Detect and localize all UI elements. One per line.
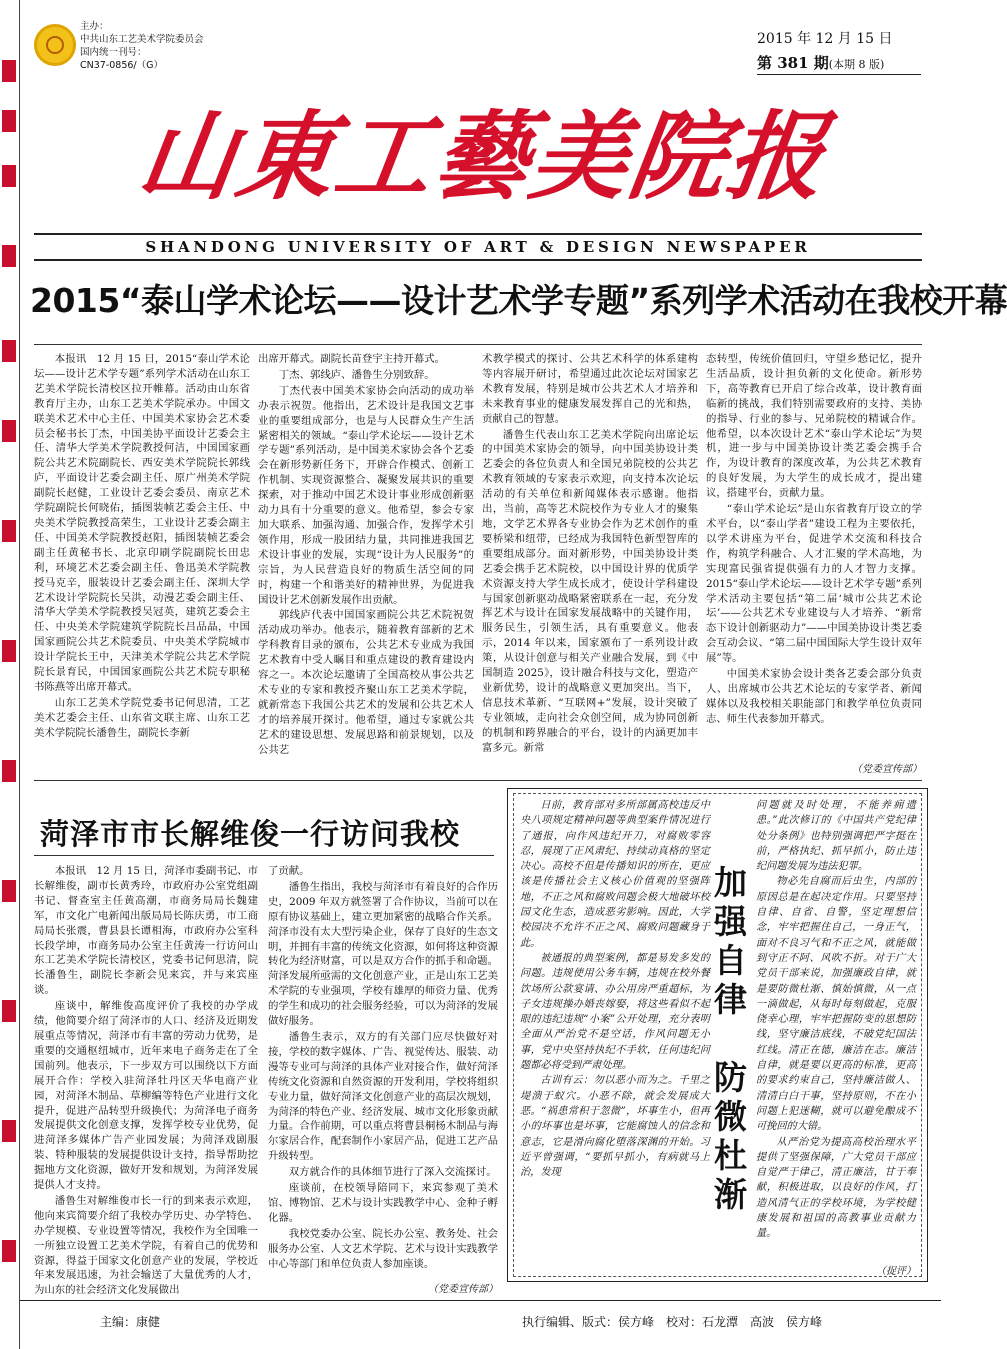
margin-mark <box>2 1000 16 1022</box>
editorial-left-column: 日前，教育部对多所部属高校违反中央八项规定精神问题等典型案件情况进行了通报，向作风违纪开刀，对腐败零容忍，展现了正风肃纪、持续动真格的坚定决心。高校不但是传播知识的所在，更应该是传播社会主义核心价值观的坚强阵地，不正之风和腐败问题会极大地破坏校园文化生态，造成恶劣影响。因此，大学校园决不允许不正之风、腐败问题藏身于此。 被通报的典型案例，都是易发多发的问题。违规使用公务车辆，违规在校外餐饮场所公款宴请、办公用房严重超标，为子女违规操办婚丧嫁娶，将这些看似不起眼的违纪违规“小案”公开处理，充分表明全面从严治党不是空话，作风问题无小事，党中央坚持执纪不手软，任何违纪问题都必将受到严肃处理。 古训有云：勿以恶小而为之。千里之堤溃于蚁穴。小恶不除，就会发展成大恶。“祸患常积于忽微”，坏事生小，但再小的坏事也是坏事，它能腐蚀人的信念和意志，它是滑向腐化堕落深渊的开始。习近平曾强调，“要抓早抓小，有病就马上治，发现 <box>520 800 710 1179</box>
margin-mark <box>2 760 16 782</box>
headline-rule <box>34 344 922 345</box>
editorial-right-column: 问题就及时处理，不能养痈遗患。”此次修订的《中国共产党纪律处分条例》也特别强调把严字挺在前，严格执纪、抓早抓小，防止违纪问题发展为违法犯罪。 物必先自腐而后虫生，内部的原因总是在起决定作用。只要坚持自律、自省、自警，坚定理想信念，牢牢把握住自己，一身正气，面对不良习气和不正之风，就能做到守正不阿、风吹不折。对于广大党员干部来说，加强廉政自律，就是要防微杜渐、慎始慎微，从一点一滴做起，从每时每刻做起，克服侥幸心理，牢牢把握防变的思想防线，坚守廉洁底线，不破党纪国法红线。清正在德，廉洁在志。廉洁自律，就是要以更高的标准，更高的要求约束自己，坚持廉洁做人、清清白白干事，坚持原则，不在小问题上犯迷糊，就可以避免酿成不可挽回的大错。 从严治党为提高高校治理水平提供了坚强保障，广大党员干部应自觉严于律己，清正廉洁，甘于奉献，积极进取，以良好的作风，打造风清气正的学校环境，为学校健康发展和祖国的高教事业贡献力量。 <box>756 800 916 1240</box>
margin-divider <box>19 0 20 1349</box>
editorial-title: 加强自律 防微杜渐 <box>709 864 748 1216</box>
article1-byline: （党委宣传部） <box>852 764 922 775</box>
margin-mark <box>2 245 16 267</box>
margin-mark <box>2 520 16 542</box>
issue-rule <box>757 74 921 75</box>
chief-editor: 主编：康健 <box>100 1315 161 1329</box>
english-name-bar <box>34 233 922 261</box>
article2-column-1: 本报讯 12 月 15 日，菏泽市委副书记、市长解维俊，副市长黄秀玲，市政府办公室党组副书记、督查室主任黄高潮，市商务局局长魏建军，市文化广电新闻出版局局长陈庆勇，市工商局局长张震，曹县县长谭相海，市政府办公室科长段学坤，市商务局办公室主任黄涛一行访问山东工艺美术学院长清校区，党委书记何思清，院长潘鲁生，副院长李新会见来宾，并与来宾座谈。 座谈中，解维俊高度评价了我校的办学成绩，他简要介绍了菏泽市的人口、经济及近期发展重点等情况，菏泽市有丰富的劳动力优势，是重要的交通枢纽城市，近年来电子商务走在了全国前列。他表示，下一步双方可以围绕以下方面展开合作：学校入驻菏泽牡丹区天华电商产业园，对菏泽木制品、草柳编等特色产业进行文化提升，促进产品转型升级换代；为菏泽电子商务发展提供文化创意支撑，发挥学校专业优势，促进菏泽多媒体广告产业园发展；为菏泽戏剧服装、特种服装的发展提供设计支持，指导帮助挖掘地方文化资源，做好开发和规划，为菏泽发展提供人才支持。 潘鲁生对解维俊市长一行的到来表示欢迎，他向来宾简要介绍了我校办学历史、办学特色、办学规模、专业设置等情况，我校作为全国唯一一所独立设置工艺美术学院，有着自己的优势和资源，得益于国家文化创意产业的发展，学校近年来发展迅速，为社会输送了大量优秀的人才，为山东的社会经济文化发展做出 <box>34 865 258 1297</box>
margin-mark <box>2 110 16 132</box>
school-emblem-icon <box>34 24 76 66</box>
editorial-box-inner <box>513 793 922 1277</box>
article2-byline: （党委宣传部） <box>428 1284 498 1295</box>
left-margin-strip <box>0 0 20 1349</box>
margin-mark <box>2 880 16 902</box>
margin-mark <box>2 640 16 662</box>
section-divider <box>34 780 922 781</box>
margin-mark <box>2 165 16 187</box>
second-headline-rule <box>34 855 494 856</box>
second-headline: 菏泽市市长解维俊一行访问我校 <box>40 817 461 851</box>
margin-mark <box>2 1120 16 1142</box>
issue-number: 第 381 期(本期 8 版) <box>757 54 885 72</box>
issue-date: 2015 年 12 月 15 日 <box>757 31 893 47</box>
publisher-info: 主办： 中共山东工艺美术学院委员会 国内统一刊号： CN37-0856/（G） <box>80 21 204 71</box>
lead-headline: 2015“泰山学术论坛——设计艺术学专题”系列学术活动在我校开幕 <box>30 281 1007 320</box>
masthead-calligraphy-title <box>132 92 834 213</box>
masthead-title-text: 山東工藝美院报 <box>132 99 834 213</box>
margin-mark <box>2 420 16 442</box>
editorial-credits: 执行编辑、版式：侯方峰 校对：石龙潭 高波 侯方峰 <box>522 1315 823 1329</box>
margin-mark <box>2 60 16 82</box>
editorial-box <box>507 788 928 1282</box>
article1-column-4: 态转型，传统价值回归，守望乡愁记忆，提升生活品质，设计担负新的文化使命。新形势下，高等教育已开启了综合改革，设计教育面临新的挑战，我们特别需要政府的支持、美协的指导、行业的参与、兄弟院校的精诚合作。他希望，以本次设计艺术“泰山学术论坛”为契机，进一步与中国美协设计类艺委会携手合作，为设计教育的深度改革，为公共艺术教育的良好发展，为大学生的成长成才，提出建议，搭建平台，贡献力量。 “泰山学术论坛”是山东省教育厅设立的学术平台，以“泰山学者”建设工程为主要依托，以学术讲座为平台，促进学术交流和科技合作，构筑学科融合、人才汇聚的学术高地，为实现富民强省提供强有力的人才智力支撑。2015“泰山学术论坛——设计艺术学专题”系列学术活动主要包括“第二届‘城市公共艺术论坛’——公共艺术专业建设与人才培养、“新常态下设计创新驱动力”——中国美协设计类艺委会互动会议、“第二届中国国际大学生设计双年展”等。 中国美术家协会设计类各艺委会部分负责人、出席城市公共艺术论坛的专家学者、新闻媒体以及我校相关职能部门和教学单位负责同志、师生代表参加开幕式。 <box>706 353 922 725</box>
article1-column-2: 出席开幕式。副院长苗登宇主持开幕式。 丁杰、郭线庐、潘鲁生分别致辞。 丁杰代表中国美术家协会向活动的成功举办表示祝贺。他指出，艺术设计是我国文艺事业的重要组成部分，也是与人民群众生产生活紧密相关的领域。“泰山学术论坛——设计艺术学专题”系列活动，是中国美术家协会各个艺委会在新形势新任务下，开辟合作模式、创新工作机制、实现资源整合、凝聚发展共识的重要探索，对于推动中国艺术设计事业形成创新驱动力具有十分重要的意义。他希望，参会专家加大联系、加强沟通、加强合作，发挥学术引领作用，形成一股团结力量，共同推进我国艺术设计事业的发展，实现“设计为人民服务”的宗旨，为人民营造良好的物质生活空间的同时，构建一个和谐美好的精神世界，为促进我国设计艺术创新发展作出贡献。 郭线庐代表中国国家画院公共艺术院祝贺活动成功举办。他表示，随着教育部新的艺术学科教育目录的颁布，公共艺术专业成为我国艺术教育中受人瞩目和重点建设的教育建设内容之一。本次论坛邀请了全国高校从事公共艺术专业的专家和教授齐聚山东工艺美术学院，就新常态下我国公共艺术的发展和公共艺术人才的培养展开探讨。他希望，通过专家就公共艺术的建设思想、发展思路和前景规划，以及公共艺 <box>258 353 474 756</box>
margin-mark <box>2 340 16 362</box>
footer-rule <box>20 1300 941 1301</box>
editorial-byline: （捉评） <box>876 1266 916 1277</box>
english-name: SHANDONG UNIVERSITY OF ART & DESIGN NEWSPAPER <box>145 238 811 256</box>
article2-column-2: 了贡献。 潘鲁生指出，我校与菏泽市有着良好的合作历史，2009 年双方就签署了合作协议，当前可以在原有协议基础上，建立更加紧密的战略合作关系。菏泽市没有太大型污染企业，保存了良好的生态文明，并拥有丰富的传统文化资源，如何将这种资源转化为经济财富，可以是双方合作的抓手和命题。菏泽发展所亟需的文化创意产业，正是山东工艺美术学院的专业强项，学校有雄厚的师资力量、优秀的学生和成功的社会服务经验，可以为菏泽的发展做好服务。 潘鲁生表示，双方的有关部门应尽快做好对接，学校的数字媒体、广告、视觉传达、服装、动漫等专业可与菏泽的具体产业对接合作，做好菏泽传统文化资源和自然资源的开发利用，学校将组织专业力量，做好菏泽文化创意产业的高层次规划，为菏泽的特色产业、经济发展、城市文化形象贡献力量。合作前期，可以重点将曹县桐杨木制品与海尔家居合作，配套制作小家居产品，促进工艺产品升级转型。 双方就合作的具体细节进行了深入交流探讨。 座谈前，在校领导陪同下，来宾参观了美术馆、博物馆、艺术与设计实践教学中心、金种子孵化器。 我校党委办公室、院长办公室、教务处、社会服务办公室、人文艺术学院、艺术与设计实践教学中心等部门和单位负责人参加座谈。 <box>268 865 498 1270</box>
article1-column-1: 本报讯 12 月 15 日，2015“泰山学术论坛——设计艺术学专题”系列学术活动在山东工艺美术学院长清校区拉开帷幕。活动由山东省教育厅主办，山东工艺美术学院承办。中国文联美术艺术中心主任、中国美术家协会艺术委员会秘书长丁杰，中国美协平面设计艺委会主任、清华大学美术学院教授何洁，中国国家画院公共艺术院副院长、西安美术学院院长郭线庐，平面设计艺委会副主任、原广州美术学院副院长赵健，工业设计艺委会委员、南京艺术学院副院长何晓佑，插图装帧艺委会主任、中央美术学院教授高荣生，工业设计艺委会副主任、中国美术学院教授赵阳，插图装帧艺委会副主任黄秘书长、北京印刷学院副院长田忠利，环境艺术艺委会副主任、鲁迅美术学院教授马克辛，服装设计艺委会副主任、深圳大学艺术设计学院院长吴洪，动漫艺委会副主任、清华大学美术学院教授吴冠英，建筑艺委会主任、中央美术学院建筑学院院长吕品晶，中国国家画院公共艺术院委员、中央美术学院城市设计学院长王中，天津美术学院公共艺术学院院长景育民，中国国家画院公共艺术院专职秘书陈燕等出席开幕式。 山东工艺美术学院党委书记何思清，工艺美术艺委会主任、山东省文联主席、山东工艺美术学院院长潘鲁生，副院长李新 <box>34 353 250 739</box>
article1-column-3: 术教学模式的探讨、公共艺术科学的体系建构等内容展开研讨，希望通过此次论坛对国家艺术教育发展，特别是城市公共艺术人才培养和未来教育事业的健康发展发挥自己的光和热，贡献自己的智慧。 潘鲁生代表山东工艺美术学院向出席论坛的中国美术家协会的领导，向中国美协设计类艺委会的各位负责人和全国兄弟院校的公共艺术教育领域的专家表示欢迎，向支持本次论坛活动的有关单位和新闻媒体表示感谢。他指出，当前，高等艺术院校作为专业人才的聚集地，文学艺术界各专业协会作为艺术创作的重要桥梁和纽带，已经成为我国特色新型智库的重要组成部分。面对新形势，中国美协设计类艺委会携手艺术院校，以中国设计界的优质学术资源支持大学生成长成才，使设计学科建设与国家创新驱动战略紧密联系在一起，充分发挥艺术与设计在国家发展战略中的关键作用，服务民生，引领生活，具有重要意义。他表示，2014 年以来，国家颁布了一系列设计政策，从设计创意与相关产业融合发展，到《中国制造 2025》，设计融合科技与文化，塑造产业新优势，设计的战略意义更加突出。当下，信息技术革新、“互联网+”发展，设计突破了专业领域，走向社会众创空间，成为协同创新的机制和跨界融合的平台，设计的内涵更加丰富多元。新常 <box>482 353 698 754</box>
margin-mark <box>2 1240 16 1262</box>
